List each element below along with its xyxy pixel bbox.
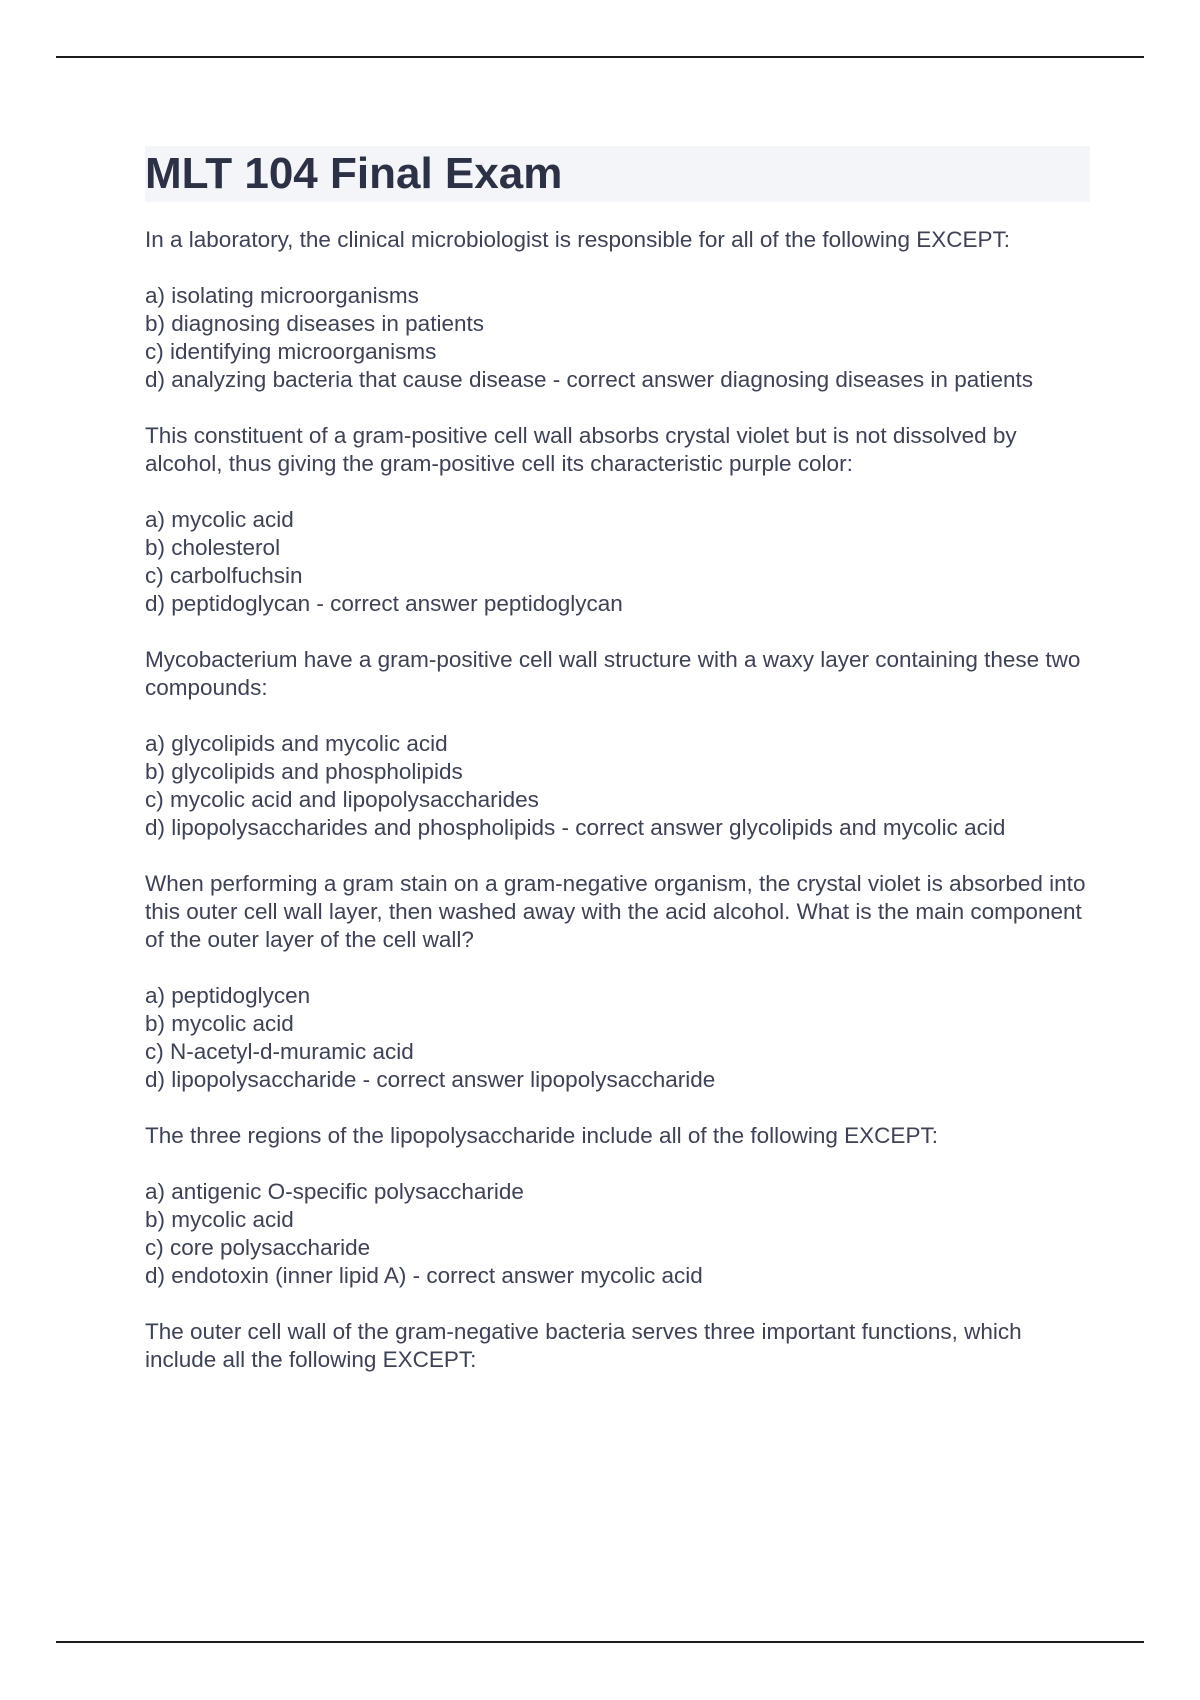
option-item: c) core polysaccharide	[145, 1235, 371, 1260]
question-block	[145, 226, 1090, 394]
option-item: a) peptidoglycen	[145, 983, 311, 1008]
option-item: b) mycolic acid	[145, 1011, 294, 1036]
option-item: b) mycolic acid	[145, 1207, 294, 1232]
option-item: b) diagnosing diseases in patients	[145, 311, 484, 336]
question-block	[145, 1318, 1090, 1374]
title-band	[145, 146, 1090, 202]
option-item: a) mycolic acid	[145, 507, 294, 532]
question-block	[145, 1122, 1090, 1290]
option-item: c) identifying microorganisms	[145, 339, 437, 364]
question-text: This constituent of a gram-positive cell wall absorbs crystal violet but is not dissolved by alcohol, thus giving the gram-positive cell its characteristic purple color:	[145, 423, 1017, 476]
document-body	[145, 146, 1090, 1402]
option-item: d) lipopolysaccharide - correct answer lipopolysaccharide	[145, 1067, 716, 1092]
option-item: c) N-acetyl-d-muramic acid	[145, 1039, 414, 1064]
bottom-rule	[56, 1641, 1144, 1643]
option-item: b) glycolipids and phospholipids	[145, 759, 463, 784]
question-text: In a laboratory, the clinical microbiologist is responsible for all of the following EXCEPT:	[145, 227, 1010, 252]
option-list	[145, 730, 1090, 842]
option-list	[145, 1178, 1090, 1290]
question-text: When performing a gram stain on a gram-negative organism, the crystal violet is absorbed into this outer cell wall layer, then washed away with the acid alcohol. What is the main component of the outer layer of the cell wall?	[145, 871, 1086, 952]
option-list	[145, 282, 1090, 394]
option-item: d) peptidoglycan - correct answer peptidoglycan	[145, 591, 623, 616]
option-item: a) isolating microorganisms	[145, 283, 419, 308]
option-item: d) lipopolysaccharides and phospholipids - correct answer glycolipids and mycolic acid	[145, 815, 1006, 840]
top-rule	[56, 56, 1144, 58]
option-item: c) mycolic acid and lipopolysaccharides	[145, 787, 539, 812]
option-item: a) glycolipids and mycolic acid	[145, 731, 448, 756]
option-item: a) antigenic O-specific polysaccharide	[145, 1179, 524, 1204]
question-text: Mycobacterium have a gram-positive cell wall structure with a waxy layer containing these two compounds:	[145, 647, 1081, 700]
question-block	[145, 646, 1090, 842]
option-item: d) endotoxin (inner lipid A) - correct answer mycolic acid	[145, 1263, 703, 1288]
page-title: MLT 104 Final Exam	[145, 149, 563, 198]
option-item: d) analyzing bacteria that cause disease - correct answer diagnosing diseases in patients	[145, 367, 1034, 392]
option-list	[145, 506, 1090, 618]
question-text: The three regions of the lipopolysaccharide include all of the following EXCEPT:	[145, 1123, 938, 1148]
question-text: The outer cell wall of the gram-negative bacteria serves three important functions, which include all the following EXCEPT:	[145, 1319, 1022, 1372]
option-item: c) carbolfuchsin	[145, 563, 303, 588]
option-list	[145, 982, 1090, 1094]
option-item: b) cholesterol	[145, 535, 281, 560]
question-block	[145, 870, 1090, 1094]
question-block	[145, 422, 1090, 618]
